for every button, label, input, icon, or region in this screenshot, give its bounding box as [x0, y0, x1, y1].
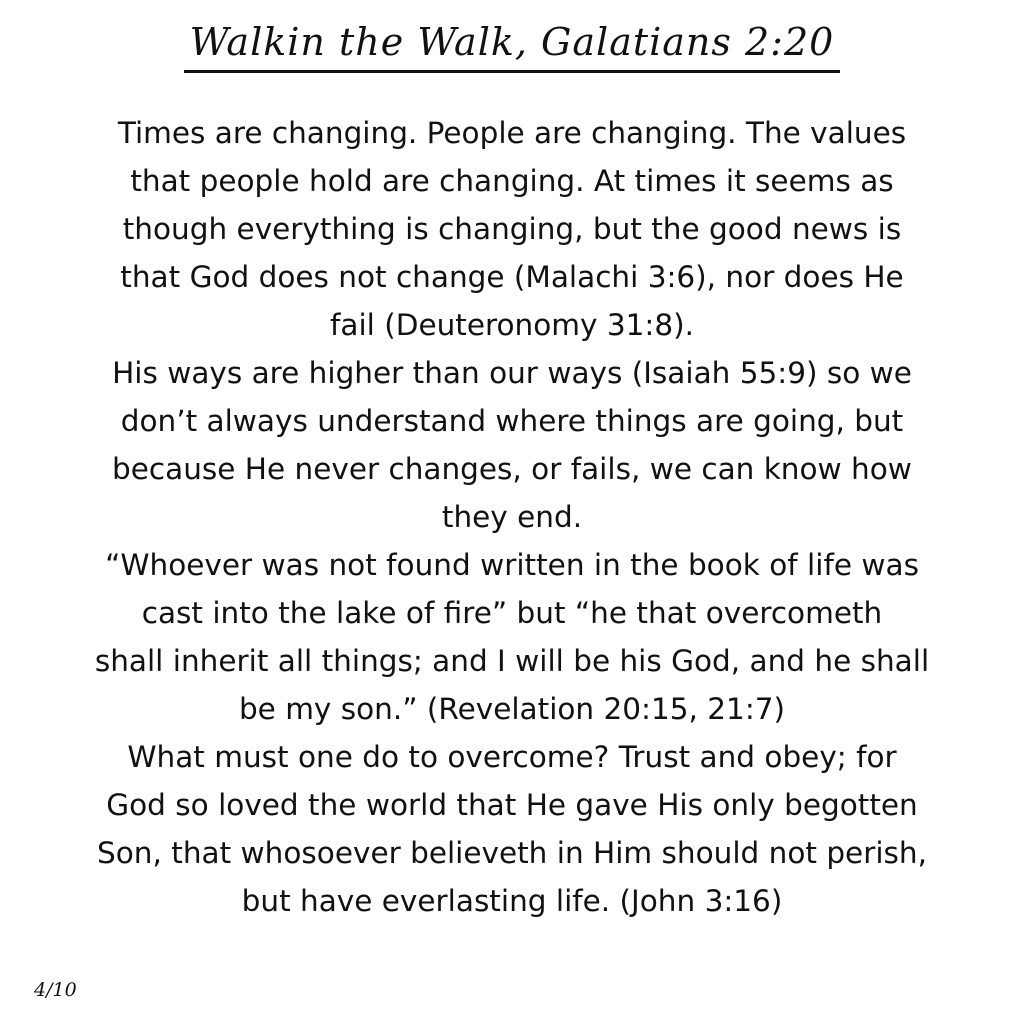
text-line: fail (Deuteronomy 31:8). [330, 308, 694, 342]
text-line: be my son.” (Revelation 20:15, 21:7) [238, 692, 786, 726]
text-line: “Whoever was not found written in the book of life was [105, 548, 919, 582]
text-line: shall inherit all things; and I will be his God, and he shall [94, 644, 930, 678]
page-title: Walkin the Walk, Galatians 2:20 [184, 16, 841, 73]
text-line: Son, that whosoever believeth in Him should not perish, [97, 836, 927, 870]
paragraph-2 [22, 349, 1002, 541]
text-line: Times are changing. People are changing. The values [117, 116, 907, 150]
paragraph-1 [22, 109, 1002, 349]
text-line: that people hold are changing. At times it seems as [130, 164, 894, 198]
text-line: they end. [441, 500, 583, 534]
text-line: though everything is changing, but the good news is [122, 212, 902, 246]
text-line: God so loved the world that He gave His only begotten [106, 788, 918, 822]
paragraph-3 [22, 541, 1002, 733]
text-line: His ways are higher than our ways (Isaiah 55:9) so we [112, 356, 912, 390]
paragraph-4 [22, 733, 1002, 925]
text-line: but have everlasting life. (John 3:16) [241, 884, 783, 918]
body-text [22, 109, 1002, 925]
text-line: What must one do to overcome? Trust and obey; for [127, 740, 897, 774]
text-line: that God does not change (Malachi 3:6), nor does He [120, 260, 904, 294]
text-line: don’t always understand where things are going, but [120, 404, 904, 438]
page-number: 4/10 [34, 979, 77, 1001]
title-container [0, 16, 1024, 73]
text-line: cast into the lake of fire” but “he that overcometh [141, 596, 883, 630]
text-line: because He never changes, or fails, we can know how [112, 452, 912, 486]
